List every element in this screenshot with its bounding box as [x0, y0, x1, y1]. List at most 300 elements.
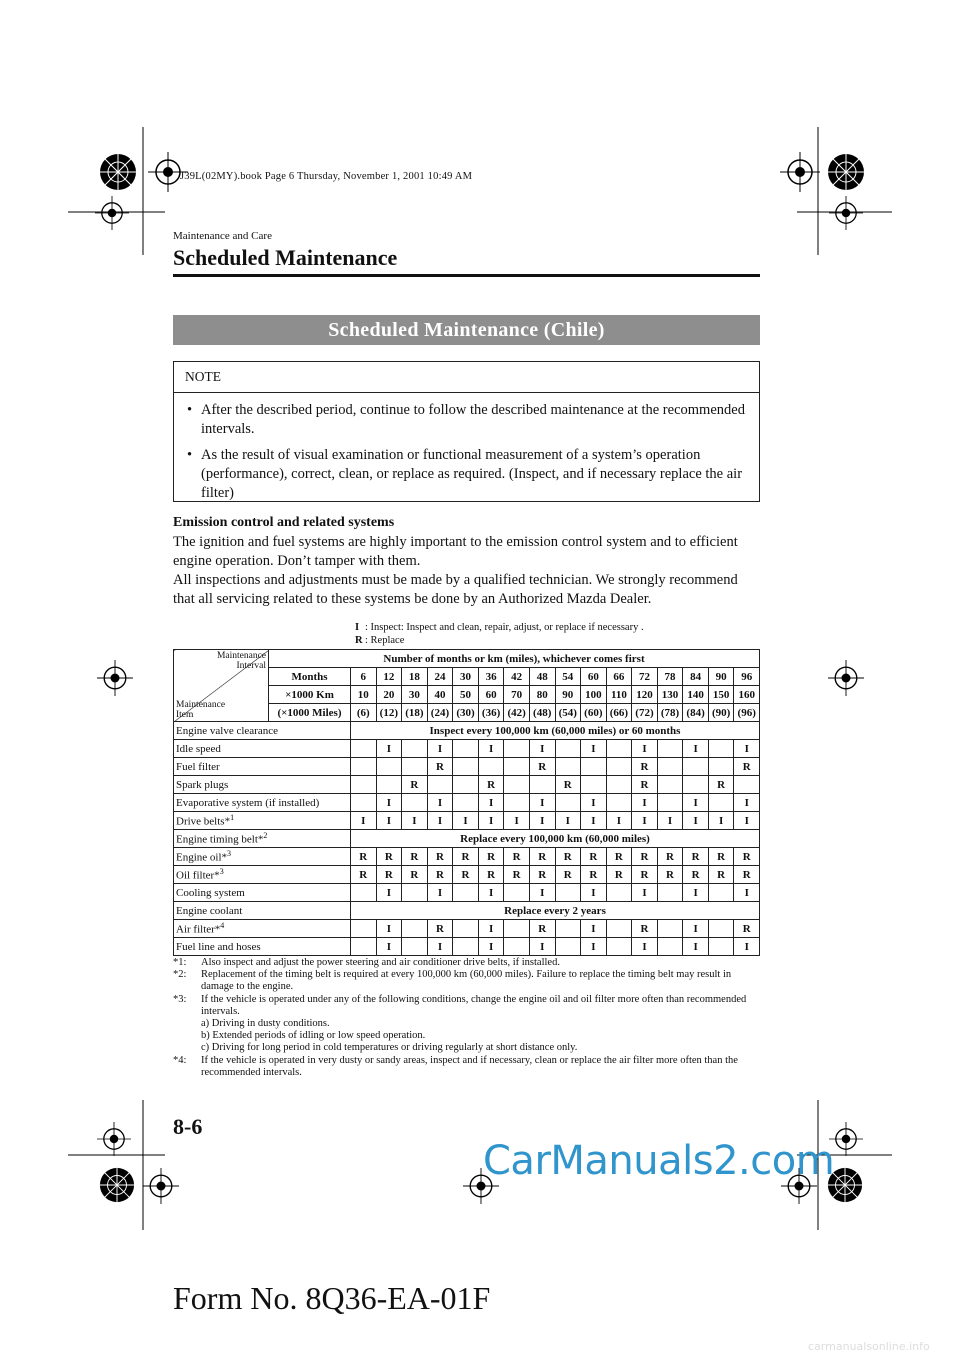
- corner-top-label: Maintenance Interval: [216, 651, 266, 671]
- registration-mark-icon: [98, 152, 138, 192]
- table-row: [174, 776, 760, 794]
- schedule-cell: I: [427, 740, 453, 758]
- table-row: [174, 758, 760, 776]
- interval-cell: 160: [734, 686, 760, 704]
- table-row: [174, 812, 760, 830]
- schedule-cell: R: [708, 866, 734, 884]
- schedule-cell: R: [351, 866, 377, 884]
- schedule-cell: [453, 794, 479, 812]
- schedule-cell: I: [376, 920, 402, 938]
- interval-cell: 50: [453, 686, 479, 704]
- note-item: [187, 446, 745, 503]
- schedule-cell: I: [683, 740, 709, 758]
- schedule-cell: [555, 794, 581, 812]
- page-number: 8-6: [173, 1114, 203, 1139]
- schedule-cell: R: [606, 866, 632, 884]
- interval-cell: 78: [657, 668, 683, 686]
- item-label: Engine oil*: [176, 851, 228, 864]
- schedule-cell: [657, 740, 683, 758]
- schedule-cell: I: [581, 884, 607, 902]
- schedule-cell: [402, 938, 428, 956]
- maintenance-item: [174, 830, 351, 848]
- schedule-cell: I: [734, 938, 760, 956]
- maintenance-item: [174, 776, 351, 794]
- print-info-line: J39L(02MY).book Page 6 Thursday, November 1, 2001 10:49 AM: [180, 171, 473, 182]
- maintenance-item: [174, 758, 351, 776]
- maintenance-item: [174, 812, 351, 830]
- interval-cell: (12): [376, 704, 402, 722]
- schedule-cell: R: [708, 848, 734, 866]
- schedule-cell: I: [632, 884, 658, 902]
- schedule-cell: R: [606, 848, 632, 866]
- schedule-cell: [708, 794, 734, 812]
- section-label: Maintenance and Care: [173, 230, 272, 242]
- footnotes: [173, 957, 760, 1079]
- schedule-cell: I: [427, 938, 453, 956]
- crosshair-icon: [97, 1122, 131, 1156]
- interval-cell: 66: [606, 668, 632, 686]
- schedule-cell: I: [657, 812, 683, 830]
- schedule-cell: I: [606, 812, 632, 830]
- title-rule: [173, 274, 760, 277]
- registration-mark-icon: [826, 152, 866, 192]
- interval-cell: 20: [376, 686, 402, 704]
- item-label: Oil filter*: [176, 869, 220, 882]
- schedule-cell: I: [529, 794, 555, 812]
- table-row: [174, 794, 760, 812]
- form-number: Form No. 8Q36-EA-01F: [173, 1280, 491, 1316]
- note-box: [173, 361, 760, 502]
- interval-cell: 6: [351, 668, 377, 686]
- schedule-cell: [581, 758, 607, 776]
- interval-cell: (96): [734, 704, 760, 722]
- interval-cell: (84): [683, 704, 709, 722]
- table-row: [174, 722, 760, 740]
- schedule-cell: R: [427, 866, 453, 884]
- schedule-cell: I: [376, 740, 402, 758]
- schedule-cell: R: [478, 866, 504, 884]
- note-heading: NOTE: [174, 362, 759, 393]
- site-watermark: carmanualsonline.info: [808, 1340, 930, 1353]
- legend-code: R: [355, 635, 363, 646]
- schedule-cell: R: [402, 776, 428, 794]
- interval-cell: (48): [529, 704, 555, 722]
- table-row: [174, 884, 760, 902]
- schedule-cell: R: [453, 848, 479, 866]
- interval-cell: (24): [427, 704, 453, 722]
- footnote-text: If the vehicle is operated under any of the following conditions, change the engine oil and oil filter more often than recommended intervals.: [201, 993, 747, 1017]
- page-title: Scheduled Maintenance: [173, 245, 398, 270]
- section-banner: Scheduled Maintenance (Chile): [173, 315, 760, 345]
- crosshair-icon: [829, 196, 863, 230]
- maintenance-item: [174, 722, 351, 740]
- interval-cell: 30: [402, 686, 428, 704]
- crosshair-icon: [97, 660, 133, 696]
- corner-bottom-label: Maintenance Item: [176, 700, 226, 720]
- interval-label: Months: [269, 668, 351, 686]
- schedule-cell: I: [529, 938, 555, 956]
- legend-text: : Inspect: Inspect and clean, repair, adjust, or replace if necessary .: [365, 622, 644, 633]
- schedule-cell: I: [683, 920, 709, 938]
- interval-span: Replace every 2 years: [351, 902, 760, 920]
- schedule-cell: [504, 920, 530, 938]
- schedule-cell: [402, 758, 428, 776]
- schedule-cell: [657, 794, 683, 812]
- schedule-cell: I: [427, 884, 453, 902]
- schedule-cell: [708, 920, 734, 938]
- item-label: Cooling system: [176, 886, 245, 899]
- interval-cell: (30): [453, 704, 479, 722]
- schedule-cell: [606, 794, 632, 812]
- schedule-cell: [351, 740, 377, 758]
- schedule-cell: [555, 938, 581, 956]
- schedule-cell: [453, 758, 479, 776]
- schedule-cell: R: [478, 776, 504, 794]
- schedule-cell: I: [504, 812, 530, 830]
- schedule-cell: [581, 776, 607, 794]
- interval-cell: (6): [351, 704, 377, 722]
- schedule-cell: [555, 740, 581, 758]
- maintenance-item: [174, 920, 351, 938]
- interval-cell: (42): [504, 704, 530, 722]
- maintenance-schedule-table: [173, 649, 760, 956]
- schedule-cell: I: [376, 812, 402, 830]
- watermark-logo: CarManuals2.com: [483, 1138, 835, 1184]
- interval-cell: 36: [478, 668, 504, 686]
- schedule-cell: [351, 776, 377, 794]
- schedule-cell: [657, 920, 683, 938]
- schedule-cell: R: [504, 866, 530, 884]
- crosshair-icon: [95, 196, 129, 230]
- schedule-cell: I: [478, 740, 504, 758]
- footnote-ref: 1: [230, 813, 235, 823]
- maintenance-item: [174, 902, 351, 920]
- schedule-cell: I: [529, 812, 555, 830]
- footnote-key: *4:: [173, 1054, 187, 1066]
- registration-mark-icon: [98, 1166, 136, 1204]
- schedule-cell: [734, 776, 760, 794]
- schedule-cell: R: [478, 848, 504, 866]
- interval-cell: 18: [402, 668, 428, 686]
- footnote-text: Also inspect and adjust the power steering and air conditioner drive belts, if installed.: [201, 957, 560, 968]
- schedule-cell: I: [427, 812, 453, 830]
- footnote-ref: 3: [227, 849, 232, 859]
- schedule-cell: [708, 884, 734, 902]
- schedule-cell: [504, 758, 530, 776]
- crosshair-icon: [143, 1168, 179, 1204]
- schedule-cell: R: [504, 848, 530, 866]
- schedule-cell: [351, 794, 377, 812]
- schedule-cell: I: [683, 812, 709, 830]
- schedule-cell: [504, 938, 530, 956]
- interval-cell: 130: [657, 686, 683, 704]
- schedule-cell: [504, 776, 530, 794]
- schedule-cell: [453, 938, 479, 956]
- interval-cell: (72): [632, 704, 658, 722]
- schedule-cell: [606, 758, 632, 776]
- schedule-cell: R: [657, 848, 683, 866]
- schedule-cell: [351, 758, 377, 776]
- footnote: [173, 994, 760, 1055]
- schedule-cell: R: [683, 866, 709, 884]
- note-text: As the result of visual examination or functional measurement of a system’s operation (performance), correct, clean, or replace as required. (Inspect, and if necessary replace the air filter): [201, 447, 743, 501]
- item-label: Engine timing belt*: [176, 833, 264, 846]
- schedule-cell: R: [376, 866, 402, 884]
- interval-cell: (36): [478, 704, 504, 722]
- schedule-cell: I: [734, 794, 760, 812]
- item-label: Engine coolant: [176, 904, 243, 917]
- schedule-cell: I: [683, 884, 709, 902]
- schedule-cell: I: [581, 794, 607, 812]
- note-text: After the described period, continue to follow the described maintenance at the recommended intervals.: [201, 402, 745, 437]
- schedule-cell: I: [376, 884, 402, 902]
- interval-label: ×1000 Km: [269, 686, 351, 704]
- schedule-cell: I: [427, 794, 453, 812]
- interval-cell: 30: [453, 668, 479, 686]
- maintenance-item: [174, 848, 351, 866]
- schedule-cell: [708, 758, 734, 776]
- schedule-cell: I: [632, 794, 658, 812]
- schedule-cell: I: [555, 812, 581, 830]
- emission-paragraph: The ignition and fuel systems are highly important to the emission control system and to efficient engine operation. Don’t tamper with them.: [173, 534, 738, 569]
- schedule-cell: R: [683, 848, 709, 866]
- schedule-cell: [555, 884, 581, 902]
- schedule-cell: R: [402, 866, 428, 884]
- schedule-cell: [504, 884, 530, 902]
- schedule-cell: I: [478, 884, 504, 902]
- schedule-cell: I: [581, 812, 607, 830]
- interval-cell: 54: [555, 668, 581, 686]
- note-item: [187, 401, 745, 439]
- interval-cell: 110: [606, 686, 632, 704]
- schedule-cell: [478, 758, 504, 776]
- schedule-cell: I: [529, 740, 555, 758]
- schedule-cell: R: [734, 848, 760, 866]
- interval-cell: 96: [734, 668, 760, 686]
- schedule-cell: R: [351, 848, 377, 866]
- footnote-key: *2:: [173, 969, 187, 981]
- item-label: Fuel filter: [176, 760, 220, 773]
- item-label: Spark plugs: [176, 778, 229, 791]
- schedule-cell: [606, 776, 632, 794]
- interval-cell: (60): [581, 704, 607, 722]
- maintenance-item: [174, 884, 351, 902]
- schedule-cell: I: [376, 938, 402, 956]
- schedule-cell: R: [555, 866, 581, 884]
- footnote-text: Replacement of the timing belt is required at every 100,000 km (60,000 miles). Failure to replace the timing belt may result in damage to the engine.: [201, 969, 732, 993]
- interval-cell: 72: [632, 668, 658, 686]
- schedule-cell: R: [632, 776, 658, 794]
- interval-cell: (66): [606, 704, 632, 722]
- schedule-cell: R: [555, 848, 581, 866]
- schedule-cell: I: [734, 812, 760, 830]
- bullet-icon: •: [187, 402, 193, 418]
- table-row: [174, 902, 760, 920]
- schedule-cell: R: [632, 920, 658, 938]
- schedule-cell: [683, 776, 709, 794]
- schedule-cell: [427, 776, 453, 794]
- schedule-cell: [708, 938, 734, 956]
- table-row: [174, 740, 760, 758]
- schedule-cell: [657, 938, 683, 956]
- schedule-cell: I: [632, 740, 658, 758]
- schedule-cell: [657, 884, 683, 902]
- schedule-cell: R: [581, 848, 607, 866]
- corner-cell: [174, 650, 269, 722]
- interval-span: Replace every 100,000 km (60,000 miles): [351, 830, 760, 848]
- schedule-cell: [453, 884, 479, 902]
- schedule-cell: R: [632, 866, 658, 884]
- schedule-cell: [683, 758, 709, 776]
- item-label: Idle speed: [176, 742, 221, 755]
- interval-cell: (18): [402, 704, 428, 722]
- schedule-cell: R: [427, 920, 453, 938]
- schedule-cell: I: [581, 938, 607, 956]
- schedule-cell: R: [529, 848, 555, 866]
- maintenance-item: [174, 740, 351, 758]
- schedule-cell: I: [581, 740, 607, 758]
- schedule-cell: R: [402, 848, 428, 866]
- schedule-cell: [351, 938, 377, 956]
- emission-heading: Emission control and related systems: [173, 515, 395, 530]
- schedule-cell: R: [427, 848, 453, 866]
- table-row: [174, 866, 760, 884]
- note-list: [174, 393, 759, 503]
- interval-cell: 90: [555, 686, 581, 704]
- interval-cell: 84: [683, 668, 709, 686]
- schedule-cell: I: [376, 794, 402, 812]
- interval-cell: 40: [427, 686, 453, 704]
- schedule-cell: [606, 938, 632, 956]
- interval-cell: (54): [555, 704, 581, 722]
- schedule-cell: I: [632, 812, 658, 830]
- legend-code: I: [355, 622, 360, 633]
- interval-cell: 140: [683, 686, 709, 704]
- item-label: Fuel line and hoses: [176, 940, 261, 953]
- header-row: [174, 650, 760, 668]
- schedule-body: [174, 650, 760, 956]
- schedule-cell: [529, 776, 555, 794]
- footnote-text: c) Driving for long period in cold temperatures or driving regularly at short distance only.: [201, 1042, 578, 1054]
- schedule-cell: R: [657, 866, 683, 884]
- item-label: Engine valve clearance: [176, 724, 278, 737]
- item-label: Drive belts*: [176, 815, 231, 828]
- schedule-cell: [453, 920, 479, 938]
- interval-cell: 60: [478, 686, 504, 704]
- interval-cell: 70: [504, 686, 530, 704]
- schedule-cell: R: [529, 866, 555, 884]
- schedule-cell: [402, 920, 428, 938]
- footnote-text: a) Driving in dusty conditions.: [201, 1018, 330, 1030]
- item-label: Air filter*: [176, 923, 221, 936]
- legend-text: : Replace: [365, 635, 405, 646]
- schedule-cell: R: [529, 758, 555, 776]
- footnote: [173, 1055, 760, 1079]
- schedule-cell: [657, 776, 683, 794]
- legend-row: [355, 635, 404, 646]
- interval-cell: 48: [529, 668, 555, 686]
- interval-cell: (90): [708, 704, 734, 722]
- footnote: [173, 969, 760, 993]
- schedule-cell: I: [453, 812, 479, 830]
- schedule-cell: R: [453, 866, 479, 884]
- footnote: [173, 957, 760, 969]
- schedule-cell: R: [734, 758, 760, 776]
- schedule-cell: R: [581, 866, 607, 884]
- interval-cell: 100: [581, 686, 607, 704]
- schedule-cell: [504, 794, 530, 812]
- footnote-text: b) Extended periods of idling or low speed operation.: [201, 1030, 426, 1042]
- schedule-cell: I: [478, 812, 504, 830]
- interval-cell: 12: [376, 668, 402, 686]
- schedule-cell: [657, 758, 683, 776]
- footnote-ref: 2: [263, 831, 268, 841]
- schedule-cell: [351, 884, 377, 902]
- legend-row: [355, 622, 644, 633]
- footnote-text: If the vehicle is operated in very dusty or sandy areas, inspect and if necessary, clean or replace the air filter more often than the recommended intervals.: [201, 1054, 738, 1078]
- interval-cell: 42: [504, 668, 530, 686]
- schedule-cell: [606, 740, 632, 758]
- schedule-cell: [708, 740, 734, 758]
- interval-cell: 120: [632, 686, 658, 704]
- emission-paragraph: All inspections and adjustments must be made by a qualified technician. We strongly recommend that all servicing related to these systems be done by an Authorized Mazda Dealer.: [173, 572, 738, 607]
- schedule-cell: I: [683, 794, 709, 812]
- schedule-cell: R: [734, 920, 760, 938]
- schedule-cell: [606, 884, 632, 902]
- schedule-cell: I: [478, 938, 504, 956]
- interval-label: (×1000 Miles): [269, 704, 351, 722]
- bullet-icon: •: [187, 447, 193, 463]
- schedule-cell: I: [632, 938, 658, 956]
- interval-cell: 80: [529, 686, 555, 704]
- table-row: [174, 938, 760, 956]
- schedule-cell: R: [376, 848, 402, 866]
- schedule-cell: R: [632, 758, 658, 776]
- footnote-key: *1:: [173, 957, 187, 968]
- schedule-cell: [376, 758, 402, 776]
- interval-cell: 60: [581, 668, 607, 686]
- schedule-cell: [504, 740, 530, 758]
- schedule-cell: [453, 740, 479, 758]
- table-row: [174, 830, 760, 848]
- schedule-cell: R: [708, 776, 734, 794]
- schedule-cell: R: [427, 758, 453, 776]
- schedule-cell: I: [351, 812, 377, 830]
- span-header: Number of months or km (miles), whichever comes first: [269, 650, 760, 668]
- interval-cell: (78): [657, 704, 683, 722]
- footnote-ref: 3: [219, 867, 224, 877]
- schedule-cell: I: [581, 920, 607, 938]
- schedule-cell: [402, 794, 428, 812]
- interval-cell: 24: [427, 668, 453, 686]
- schedule-cell: I: [708, 812, 734, 830]
- maintenance-item: [174, 938, 351, 956]
- crosshair-icon: [780, 152, 820, 192]
- schedule-cell: I: [529, 884, 555, 902]
- schedule-cell: [402, 884, 428, 902]
- schedule-cell: I: [478, 920, 504, 938]
- schedule-cell: [606, 920, 632, 938]
- footnote-ref: 4: [220, 921, 225, 931]
- table-row: [174, 848, 760, 866]
- schedule-cell: I: [402, 812, 428, 830]
- schedule-cell: [402, 740, 428, 758]
- schedule-cell: [453, 776, 479, 794]
- table-row: [174, 920, 760, 938]
- interval-cell: 90: [708, 668, 734, 686]
- schedule-cell: [376, 776, 402, 794]
- interval-span: Inspect every 100,000 km (60,000 miles) or 60 months: [351, 722, 760, 740]
